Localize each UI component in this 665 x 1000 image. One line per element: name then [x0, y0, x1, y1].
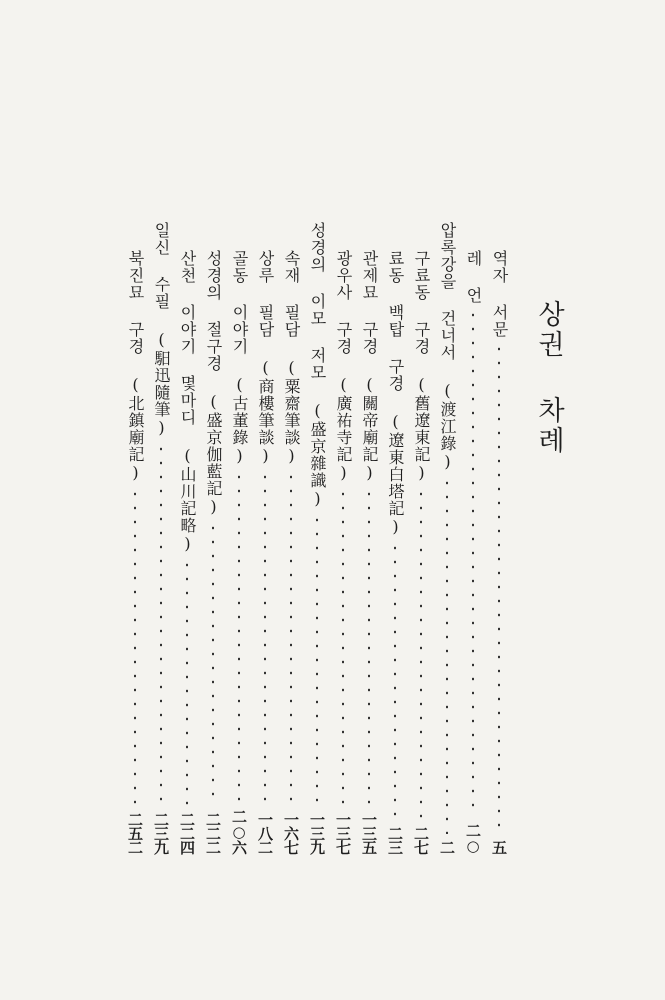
toc-entry-label: 레 언	[464, 250, 483, 304]
toc-entry	[148, 222, 174, 854]
toc-entry-label: 산천 이야기 몇마디 (山川記略)	[178, 250, 197, 554]
toc-entry-page: 二	[438, 840, 456, 854]
toc-entry-label: 북진묘 구경 (北鎮廟記)	[126, 250, 145, 483]
toc-entry	[408, 250, 434, 854]
toc-entry	[382, 250, 408, 854]
toc-entry	[200, 250, 226, 854]
toc-entry-page: 二五二	[126, 812, 144, 854]
toc-entry-page: 一三九	[308, 812, 326, 854]
toc-entry-page: 五	[490, 840, 508, 854]
toc-entry-label: 관제묘 구경 (關帝廟記)	[360, 250, 379, 483]
toc-entry-label: 성경의 이모 저모 (盛京雜識)	[308, 222, 327, 509]
toc-entry-page: 一三五	[360, 812, 378, 854]
toc-leader-dots	[316, 513, 318, 806]
toc-entry-preface	[486, 250, 512, 854]
toc-entry-page: 二七	[412, 826, 430, 854]
toc-leader-dots	[264, 470, 266, 806]
toc-leader-dots	[134, 487, 136, 806]
toc-entry	[122, 250, 148, 854]
toc-entry-page: 一三七	[334, 812, 352, 854]
toc-leader-dots	[472, 308, 474, 817]
toc-entry-label: 일신 수필 (馹迅隨筆)	[152, 222, 171, 438]
toc-leader-dots	[368, 487, 370, 806]
toc-entry-page: 一八二	[256, 812, 274, 854]
toc-leader-dots	[160, 442, 162, 806]
toc-entry-page: 二三九	[152, 812, 170, 854]
toc-entry-page: 二三	[386, 826, 404, 854]
toc-entry	[304, 222, 330, 854]
toc-entry	[252, 250, 278, 854]
toc-entry	[278, 250, 304, 854]
toc-leader-dots	[420, 487, 422, 820]
toc-leader-dots	[212, 521, 214, 806]
toc-leader-dots	[342, 487, 344, 806]
toc-entry-label: 속재 필담 (粟齋筆談)	[282, 250, 301, 466]
toc-leader-dots	[498, 342, 500, 834]
toc-entry	[226, 250, 252, 854]
toc-entry-page: 二○六	[230, 809, 248, 854]
contents-title: 차례	[533, 396, 564, 456]
toc-entry-label: 구료동 구경 (舊遼東記)	[412, 250, 431, 483]
toc-entry-label: 광우사 구경 (廣祐寺記)	[334, 250, 353, 483]
toc-entry	[174, 250, 200, 854]
toc-entry-label: 료동 백탑 구경 (遼東白塔記)	[386, 250, 405, 537]
contents-heading	[528, 300, 568, 456]
toc-entry-label: 역자 서문	[490, 250, 509, 338]
toc-leader-dots	[446, 476, 448, 834]
toc-leader-dots	[186, 558, 188, 806]
toc-entry	[460, 250, 486, 854]
toc-entry-page: 二○	[464, 823, 482, 854]
toc-entry	[356, 250, 382, 854]
toc-entry-label: 성경의 절구경 (盛京伽藍記)	[204, 250, 223, 517]
toc-entry-page: 一六七	[282, 812, 300, 854]
toc-leader-dots	[290, 470, 292, 806]
toc-leader-dots	[238, 470, 240, 803]
toc-leader-dots	[394, 541, 396, 820]
toc-entry-page: 二二四	[178, 812, 196, 854]
toc-entry-page: 二二二	[204, 812, 222, 854]
toc-entry	[434, 222, 460, 854]
toc-entry-label: 압록강을 건너서 (渡江錄)	[438, 222, 457, 472]
toc-entry-label: 골동 이야기 (古董錄)	[230, 250, 249, 466]
toc-entry	[330, 250, 356, 854]
toc-entry-label: 상루 필담 (商樓筆談)	[256, 250, 275, 466]
volume-title: 상권	[533, 300, 564, 360]
